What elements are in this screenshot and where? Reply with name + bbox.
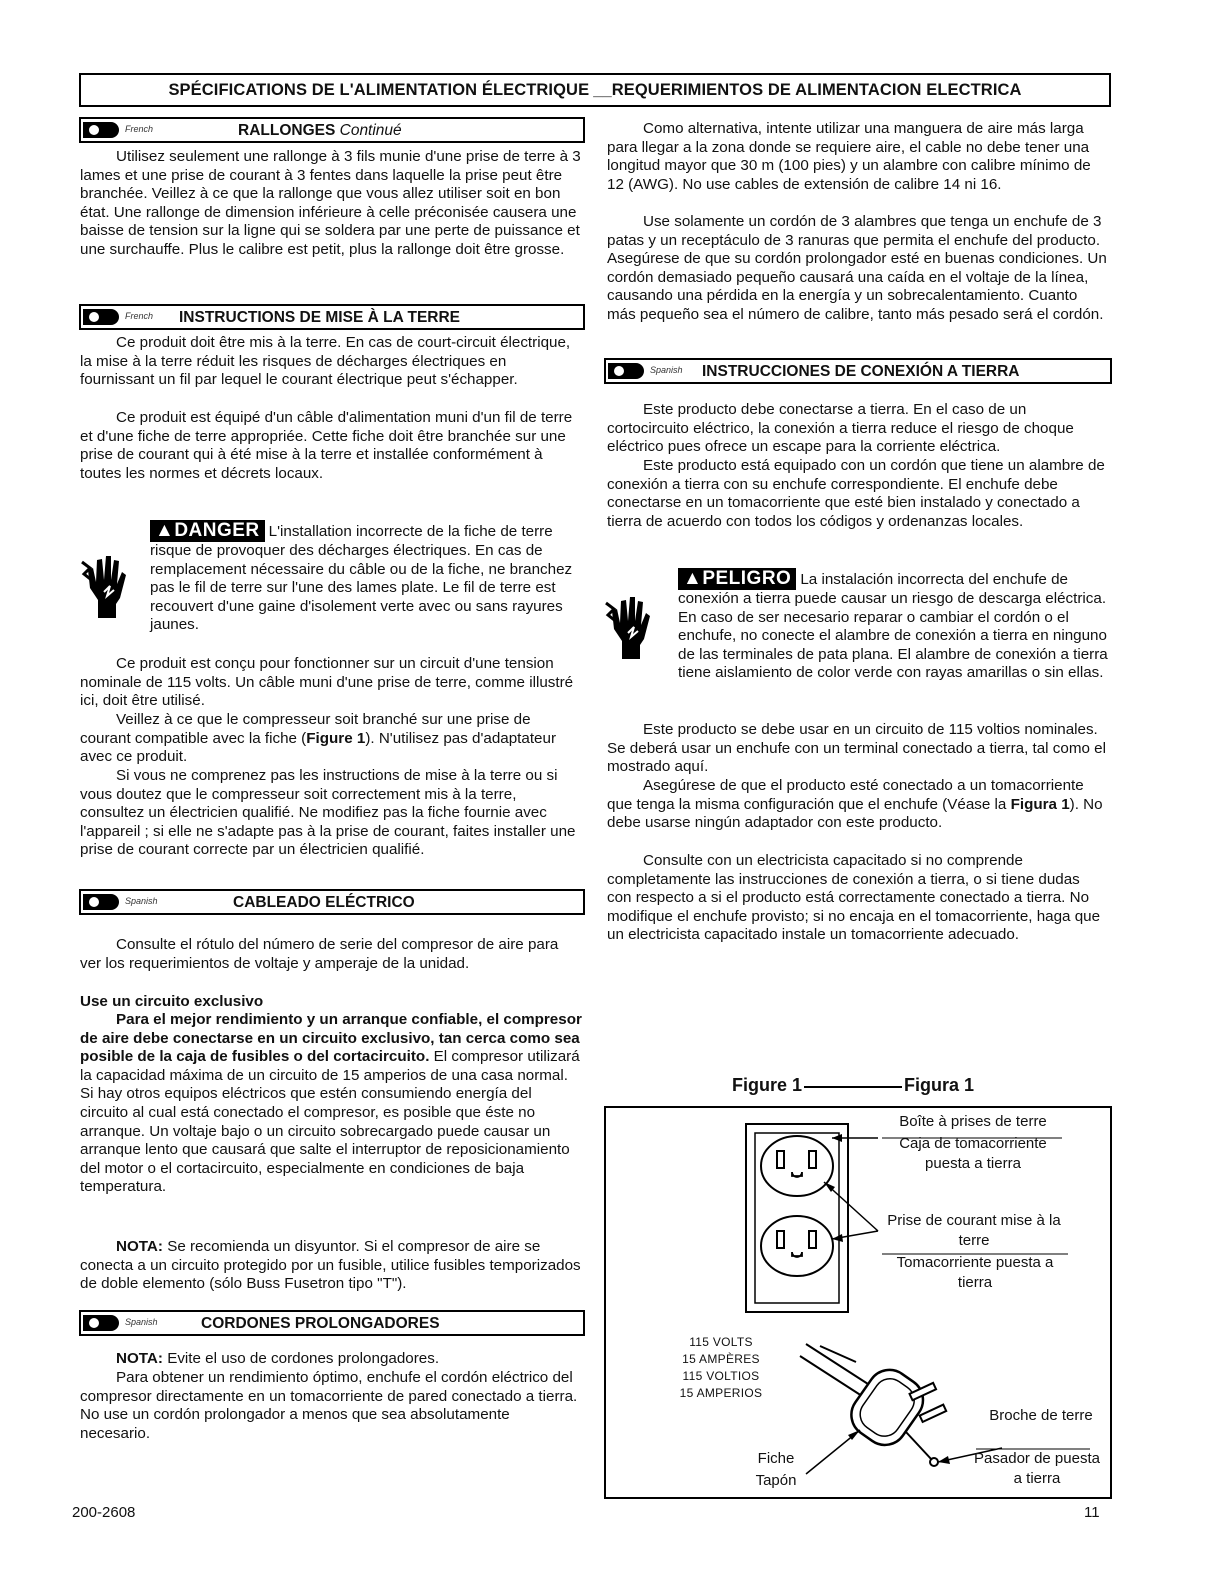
tierra-paragraph-1: Este producto debe conectarse a tierra. En el caso de un cortocircuito eléctrico, la conexión a tierra reduce el riesgo de choque eléctrico pues ofrece un escape para la corriente eléctrica. (607, 401, 1074, 456)
section-title: RALLONGES Continué (238, 122, 402, 139)
section-title: INSTRUCTIONS DE MISE À LA TERRE (179, 309, 461, 326)
section-header-mise-terre (79, 304, 585, 330)
section-header-cableado (79, 889, 585, 915)
rating-label: 115 VOLTS 15 AMPÈRES 115 VOLTIOS 15 AMPERIOS (679, 1335, 763, 1400)
peligro-text: La instalación incorrecta del enchufe de conexión a tierra puede causar un riesgo de descarga eléctrica. En caso de ser necesario reparar o cambiar el cordón o el enchufe, no conecte el alambre de conexión a tierra en ninguno de las terminales de pata plana. El alambre de conexión a tierra tiene aislamiento de color verde con rayas amarillas o sin ellas. (678, 571, 1108, 682)
header-title-fr: SPÉCIFICATIONS DE L'ALIMENTATION ÉLECTRIQUE (168, 80, 590, 99)
section-title: CABLEADO ELÉCTRICO (233, 894, 415, 911)
terre-paragraph-5: Si vous ne comprenez pas les instructions de mise à la terre ou si vous doutez que le compresseur soit correctement mis à la terre, consultez un électricien qualifié. Ne modifiez pas la fiche fournie avec l'appareil ; si elle ne s'adapte pas à la prise de courant, faites installer une prise de courant correcte par un électricien qualifié. (80, 767, 576, 859)
cableado-paragraph-1: Consulte el rótulo del número de serie del compresor de aire para ver los requerimientos de voltaje y amperaje de la unidad. (80, 936, 559, 972)
page-header (79, 73, 1111, 107)
ground-pin-label-es: Pasador de puesta a tierra (974, 1450, 1100, 1487)
section-lang: French (125, 311, 154, 321)
tierra-paragraph-3: Este producto se debe usar en un circuito de 115 voltios nominales. Se deberá usar un enchufe con un terminal conectado a tierra, tal como el mostrado aquí. (607, 721, 1106, 776)
peligro-badge: ▲PELIGRO (678, 568, 796, 590)
section-header-cordones (79, 1310, 585, 1336)
section-lang: Spanish (125, 1317, 158, 1327)
figure-1 (604, 1106, 1112, 1499)
outlet-box-label-es: Caja de tomacorriente puesta a tierra (899, 1135, 1047, 1172)
rallonges-paragraph: Utilisez seulement une rallonge à 3 fils munie d'une prise de terre à 3 lames et une prise de courant à 3 fentes dans laquelle la prise peut être branchée. Veillez à ce que la rallonge que vous allez utiliser soit en bon état. Une rallonge de dimension inférieure à celle préconisée causera une baisse de tension sur la ligne qui se soldera par une perte de puissance et une surchauffe. Plus le calibre est petit, plus la rallonge doit être grosse. (80, 148, 581, 258)
section-lang: French (125, 124, 154, 134)
plug-label-es: Tapón (755, 1472, 797, 1489)
section-title: INSTRUCCIONES DE CONEXIÓN A TIERRA (702, 363, 1020, 380)
cableado-note: NOTA: Se recomienda un disyuntor. Si el compresor de aire se conecta a un circuito protegido por un fusible, utilice fusibles temporizados de doble elemento (sólo Buss Fusetron tipo "T"). (80, 1238, 581, 1293)
cont-paragraph-1: Como alternativa, intente utilizar una manguera de aire más larga para llegar a la zona donde se requiere aire, el cable no debe tener una longitud mayor que 30 m (100 pies) y un alambre con calibre mínimo de 12 (AWG). No use cables de extensión de calibre 14 ni 16. (607, 120, 1091, 193)
ground-pin-label-fr: Broche de terre (989, 1407, 1093, 1424)
spanish-tag-icon (83, 1315, 127, 1331)
french-tag-icon (83, 309, 127, 325)
outlet-box-label-fr: Boîte à prises de terre (899, 1113, 1047, 1130)
cordones-note: NOTA: Evite el uso de cordones prolongadores. (116, 1350, 440, 1367)
page-number: 11 (1084, 1504, 1100, 1521)
outlet-label-fr: Prise de courant mise à la terre (887, 1212, 1061, 1249)
plug-label-fr: Fiche (757, 1450, 795, 1467)
electric-shock-hand-icon (604, 589, 654, 661)
section-lang: Spanish (650, 365, 683, 375)
tierra-paragraph-5: Consulte con un electricista capacitado si no comprende completamente las instrucciones de conexión a tierra, o si tiene dudas con respecto a si el producto está correctamente conectado a tierra. No modifique el enchufe provisto; si no encaja en el tomacorriente, haga que un electricista capacitado instale un tomacorriente adecuado. (607, 852, 1101, 944)
section-lang: Spanish (125, 896, 158, 906)
terre-paragraph-1: Ce produit doit être mis à la terre. En cas de court-circuit électrique, la mise à la terre réduit les risques de décharges électriques en fournissant un fil par lequel le courant électrique peut s'échapper. (80, 334, 571, 389)
terre-paragraph-4: Veillez à ce que le compresseur soit branché sur une prise de courant compatible avec la fiche (Figure 1). N'utilisez pas d'adaptateur avec ce produit. (80, 711, 557, 766)
outlet-label-es: Tomacorriente puesta a tierra (896, 1254, 1054, 1291)
header-title-es: REQUERIMIENTOS DE ALIMENTACION ELECTRICA (611, 80, 1022, 99)
figure-title: Figure 1 Figura 1 (732, 1075, 975, 1095)
electric-shock-hand-icon (80, 548, 130, 620)
spanish-tag-icon (608, 363, 652, 379)
tierra-paragraph-2: Este producto está equipado con un cordón que tiene un alambre de conexión a tierra con su enchufe correspondiente. El enchufe debe conectarse en un tomacorriente que esté bien instalado y conectado a tierra de acuerdo con todos los códigos y ordenanzas locales. (607, 457, 1105, 530)
section-header-conexion-tierra (604, 358, 1112, 384)
tierra-paragraph-4: Asegúrese de que el producto esté conectado a un tomacorriente que tenga la misma configuración que el enchufe (Véase la Figura 1). No debe usarse ningún adaptador con este producto. (607, 777, 1103, 832)
terre-paragraph-3: Ce produit est conçu pour fonctionner sur un circuit d'une tension nominale de 115 volts. Un câble muni d'une prise de terre, comme illustré ici, doit être utilisé. (80, 655, 574, 710)
section-title: CORDONES PROLONGADORES (201, 1315, 440, 1332)
cont-paragraph-2: Use solamente un cordón de 3 alambres que tenga un enchufe de 3 patas y un receptáculo de 3 ranuras que permita el enchufe del producto. Asegúrese de que su cordón prolongador esté en buenas condiciones. Un cordón demasiado pequeño causará una caída en el voltaje de la línea, causando una pérdida en la energía y un sobrecalentamiento. Cuanto más pequeño sea el número de calibre, tanto más pesado será el cordón. (607, 213, 1107, 323)
header-separator: __ (593, 80, 612, 99)
danger-text: L'installation incorrecte de la fiche de terre risque de provoquer des décharges électriques. En cas de remplacement nécessaire du câble ou de la fiche, ne branchez pas le fil de terre sur l'une des lames plate. Le fil de terre est recouvert d'une gaine d'isolement verte avec ou sans rayures jaunes. (150, 523, 573, 634)
terre-paragraph-2: Ce produit est équipé d'un câble d'alimentation muni d'un fil de terre et d'une fiche de terre appropriée. Cette fiche doit être branchée sur une prise de courant qui à été mise à la terre et installée conformément à toutes les normes et décrets locaux. (80, 409, 573, 482)
peligro-notice (678, 568, 1108, 683)
spanish-tag-icon (83, 894, 127, 910)
document-number: 200-2608 (72, 1504, 136, 1521)
french-tag-icon (83, 122, 127, 138)
cableado-paragraph-2: Para el mejor rendimiento y un arranque confiable, el compresor de aire debe conectarse en un circuito exclusivo, tan cerca como sea posible de la caja de fusibles o del cortacircuito. El compresor utilizará la capacidad máxima de un circuito de 15 amperios de una casa normal. Si hay otros equipos eléctricos que estén consumiendo energía del circuito al cual está conectado el compresor, es posible que éste no arranque. Un voltaje bajo o un circuito sobrecargado puede causar un arranque lento que causará que salte el interruptor de reposicionamiento del motor o el cortacircuito, especialmente en condiciones de baja temperatura. (80, 1011, 582, 1196)
danger-badge: ▲DANGER (150, 520, 265, 542)
section-header-rallonges (79, 117, 585, 143)
danger-notice (150, 520, 585, 635)
cableado-subheading: Use un circuito exclusivo (80, 993, 264, 1010)
cordones-paragraph: Para obtener un rendimiento óptimo, enchufe el cordón eléctrico del compresor directamente en un tomacorriente de pared conectado a tierra. No use un cordón prolongador a menos que sea absolutamente necesario. (80, 1369, 578, 1442)
